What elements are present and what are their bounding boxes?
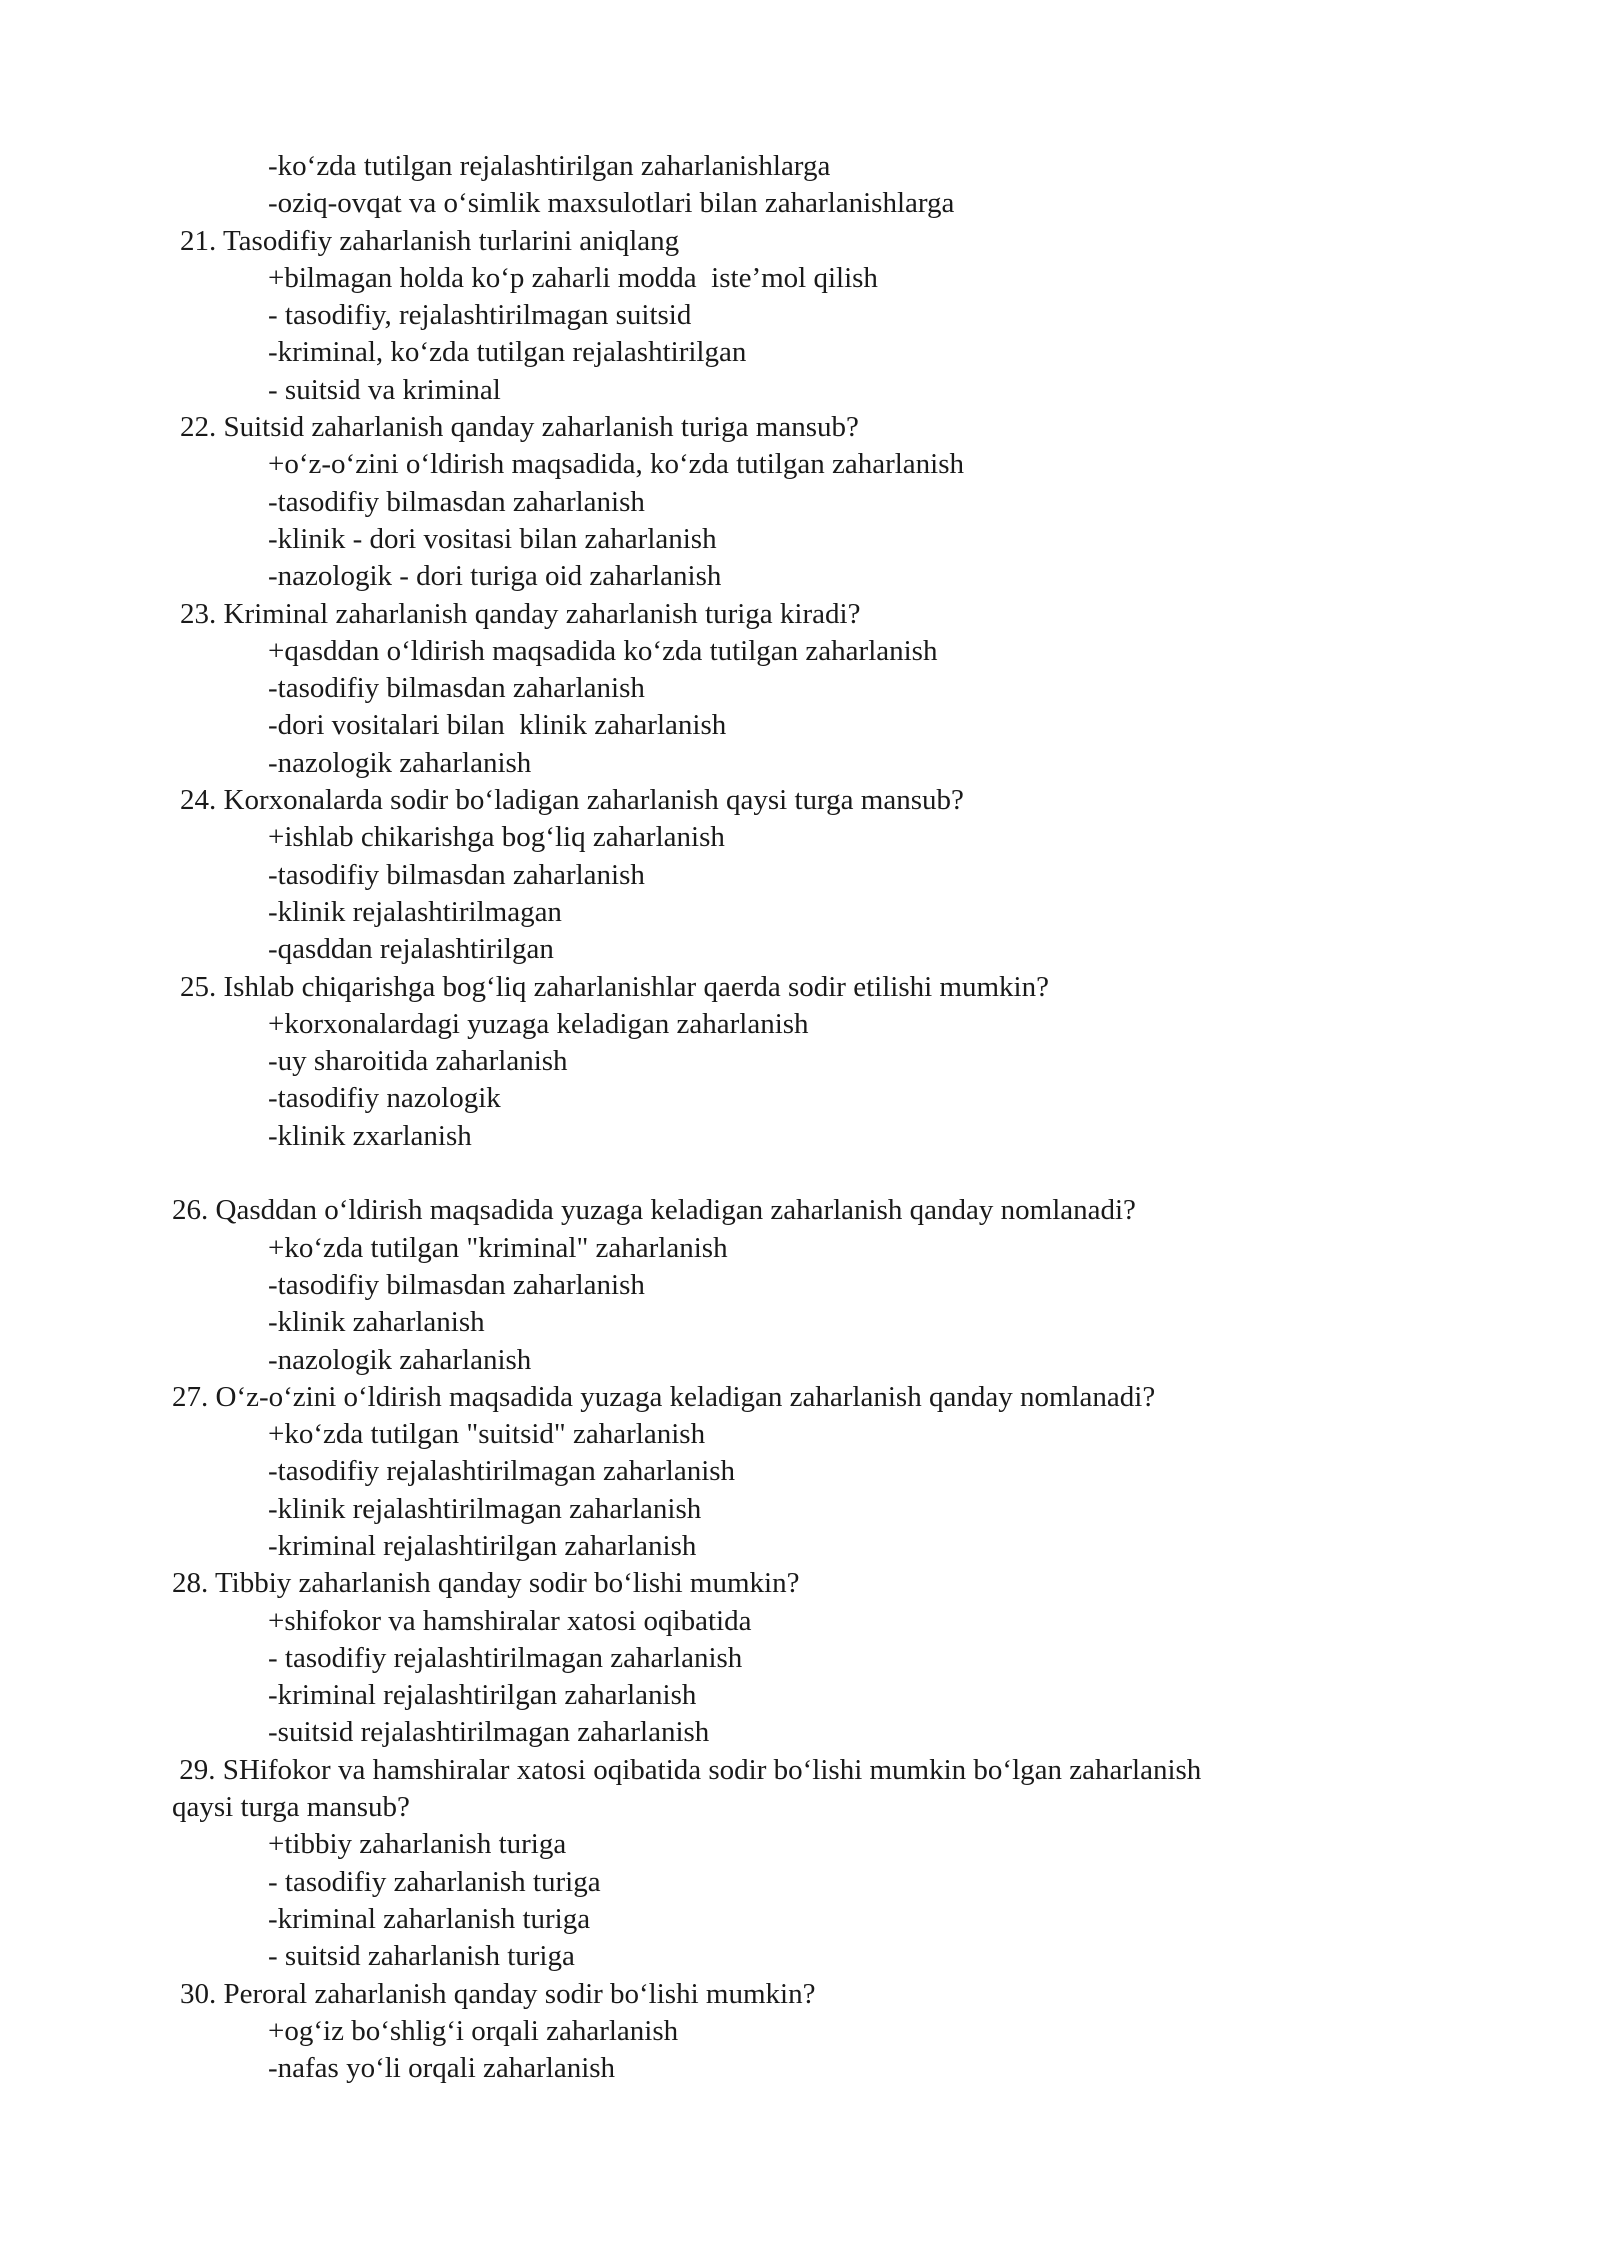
answer-option: - tasodifiy zaharlanish turiga <box>268 1865 601 1898</box>
question-29: 29. SHifokor va hamshiralar xatosi oqibatida sodir bo‘lishi mumkin bo‘lgan zaharlanish <box>172 1753 1202 1786</box>
answer-option: +ishlab chikarishga bog‘liq zaharlanish <box>268 821 725 854</box>
answer-option: +tibbiy zaharlanish turiga <box>268 1828 567 1861</box>
answer-option: -suitsid rejalashtirilmagan zaharlanish <box>268 1716 710 1749</box>
answer-option: -klinik zaharlanish <box>268 1306 485 1339</box>
answer-option: -klinik rejalashtirilmagan zaharlanish <box>268 1492 702 1525</box>
question-26: 26. Qasddan o‘ldirish maqsadida yuzaga keladigan zaharlanish qanday nomlanadi? <box>172 1194 1136 1227</box>
answer-option: +qasddan o‘ldirish maqsadida ko‘zda tutilgan zaharlanish <box>268 634 938 667</box>
answer-option: +bilmagan holda ko‘p zaharli modda iste’mol qilish <box>268 261 878 294</box>
blank-line <box>0 1155 1600 1192</box>
answer-option: - suitsid va kriminal <box>268 373 501 406</box>
question-21: 21. Tasodifiy zaharlanish turlarini aniqlang <box>180 224 680 257</box>
answer-option: -nazologik - dori turiga oid zaharlanish <box>268 560 722 593</box>
answer-option: -nazologik zaharlanish <box>268 1343 532 1376</box>
answer-option: -tasodifiy rejalashtirilmagan zaharlanish <box>268 1455 736 1488</box>
answer-option: -klinik rejalashtirilmagan <box>268 895 562 928</box>
answer-option: - tasodifiy, rejalashtirilmagan suitsid <box>268 299 692 332</box>
answer-option: - suitsid zaharlanish turiga <box>268 1940 575 1973</box>
question-22: 22. Suitsid zaharlanish qanday zaharlanish turiga mansub? <box>180 411 859 444</box>
answer-option: -oziq-ovqat va o‘simlik maxsulotlari bilan zaharlanishlarga <box>268 187 955 220</box>
answer-option: - tasodifiy rejalashtirilmagan zaharlanish <box>268 1641 743 1674</box>
answer-option: -nazologik zaharlanish <box>268 746 532 779</box>
answer-option: -kriminal, ko‘zda tutilgan rejalashtirilgan <box>268 336 747 369</box>
answer-option: -ko‘zda tutilgan rejalashtirilgan zaharlanishlarga <box>268 150 831 182</box>
answer-option: -uy sharoitida zaharlanish <box>268 1045 568 1078</box>
answer-option: -klinik zxarlanish <box>268 1119 472 1152</box>
document-page <box>0 148 1600 2087</box>
question-27: 27. O‘z-o‘zini o‘ldirish maqsadida yuzaga keladigan zaharlanish qanday nomlanadi? <box>172 1380 1156 1413</box>
question-29-continuation: qaysi turga mansub? <box>172 1791 410 1824</box>
answer-option: -tasodifiy bilmasdan zaharlanish <box>268 485 645 518</box>
answer-option: -kriminal rejalashtirilgan zaharlanish <box>268 1529 697 1562</box>
answer-option: -qasddan rejalashtirilgan <box>268 933 554 966</box>
answer-option: +korxonalardagi yuzaga keladigan zaharlanish <box>268 1007 809 1040</box>
answer-option: +shifokor va hamshiralar xatosi oqibatida <box>268 1604 752 1637</box>
answer-option: +og‘iz bo‘shlig‘i orqali zaharlanish <box>268 2014 679 2047</box>
answer-option: +o‘z-o‘zini o‘ldirish maqsadida, ko‘zda tutilgan zaharlanish <box>268 448 965 481</box>
answer-option: -tasodifiy nazologik <box>268 1082 501 1115</box>
answer-option: -kriminal zaharlanish turiga <box>268 1902 591 1935</box>
answer-option: -nafas yo‘li orqali zaharlanish <box>268 2052 616 2085</box>
question-24: 24. Korxonalarda sodir bo‘ladigan zaharlanish qaysi turga mansub? <box>180 784 964 817</box>
answer-option: -kriminal rejalashtirilgan zaharlanish <box>268 1679 697 1712</box>
question-30: 30. Peroral zaharlanish qanday sodir bo‘lishi mumkin? <box>180 1977 816 2010</box>
answer-option: -tasodifiy bilmasdan zaharlanish <box>268 672 645 705</box>
answer-option: +ko‘zda tutilgan "suitsid" zaharlanish <box>268 1418 706 1451</box>
question-28: 28. Tibbiy zaharlanish qanday sodir bo‘lishi mumkin? <box>172 1567 800 1600</box>
question-23: 23. Kriminal zaharlanish qanday zaharlanish turiga kiradi? <box>180 597 861 630</box>
answer-option: +ko‘zda tutilgan "kriminal" zaharlanish <box>268 1231 728 1264</box>
answer-option: -klinik - dori vositasi bilan zaharlanish <box>268 522 717 555</box>
question-25: 25. Ishlab chiqarishga bog‘liq zaharlanishlar qaerda sodir etilishi mumkin? <box>180 970 1049 1003</box>
answer-option: -tasodifiy bilmasdan zaharlanish <box>268 1268 645 1301</box>
answer-option: -tasodifiy bilmasdan zaharlanish <box>268 858 645 891</box>
answer-option: -dori vositalari bilan klinik zaharlanish <box>268 709 727 742</box>
